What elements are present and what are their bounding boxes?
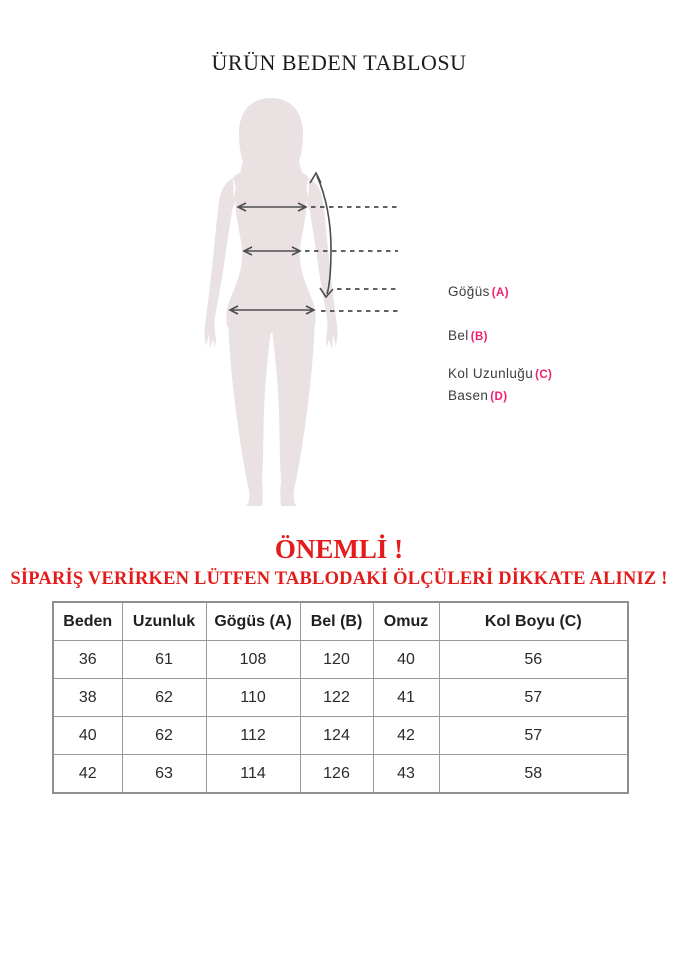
- size-table-row: [53, 717, 628, 755]
- size-table-cell: 62: [122, 679, 206, 717]
- size-table-cell: 110: [206, 679, 300, 717]
- label-arm-length-code: (C): [535, 369, 553, 381]
- notice-heading: ÖNEMLİ !: [274, 534, 404, 564]
- size-table-cell: 42: [53, 755, 122, 794]
- size-table-header-row: [53, 602, 628, 641]
- label-chest: [448, 284, 509, 299]
- size-table-header-cell: Uzunluk: [122, 602, 206, 641]
- size-table-row: [53, 641, 628, 679]
- size-table-header-cell: Gögüs (A): [206, 602, 300, 641]
- size-table-cell: 63: [122, 755, 206, 794]
- size-table-cell: 38: [53, 679, 122, 717]
- size-table-header-cell: Bel (B): [300, 602, 373, 641]
- label-waist-text: Bel: [448, 328, 469, 343]
- size-table-cell: 61: [122, 641, 206, 679]
- label-chest-code: (A): [491, 287, 509, 299]
- size-table-header-cell: Beden: [53, 602, 122, 641]
- size-table-body: [53, 641, 628, 794]
- size-table-cell: 36: [53, 641, 122, 679]
- size-table-cell: 57: [439, 717, 628, 755]
- label-waist-code: (B): [470, 331, 488, 343]
- silhouette-leg-right: [272, 316, 315, 506]
- label-arm-length: [448, 366, 552, 381]
- page-title: ÜRÜN BEDEN TABLOSU: [211, 50, 467, 75]
- notice-message: SİPARİŞ VERİRKEN LÜTFEN TABLODAKİ ÖLÇÜLERİ DİKKATE ALINIZ !: [10, 569, 668, 589]
- silhouette-leg-left: [228, 316, 271, 506]
- measurement-diagram: [40, 85, 553, 510]
- size-table-cell: 126: [300, 755, 373, 794]
- size-table-cell: 43: [373, 755, 439, 794]
- size-table-cell: 56: [439, 641, 628, 679]
- size-table-row: [53, 755, 628, 794]
- size-table-cell: 114: [206, 755, 300, 794]
- size-table-header-cell: Kol Boyu (C): [439, 602, 628, 641]
- size-table-cell: 40: [53, 717, 122, 755]
- size-table-cell: 120: [300, 641, 373, 679]
- label-arm-length-text: Kol Uzunluğu: [448, 366, 534, 381]
- size-table-cell: 40: [373, 641, 439, 679]
- size-table-cell: 57: [439, 679, 628, 717]
- label-hip-code: (D): [490, 391, 508, 403]
- size-table-cell: 62: [122, 717, 206, 755]
- size-table: [52, 601, 629, 794]
- size-table-cell: 112: [206, 717, 300, 755]
- silhouette-torso: [226, 167, 315, 333]
- size-table-cell: 124: [300, 717, 373, 755]
- size-table-row: [53, 679, 628, 717]
- size-table-cell: 41: [373, 679, 439, 717]
- size-table-cell: 58: [439, 755, 628, 794]
- female-silhouette: [204, 98, 338, 506]
- size-table-header-cell: Omuz: [373, 602, 439, 641]
- label-hip-text: Basen: [448, 388, 489, 403]
- label-chest-text: Göğüs: [448, 284, 490, 299]
- size-table-cell: 122: [300, 679, 373, 717]
- size-table-head: [53, 602, 628, 641]
- size-table-cell: 108: [206, 641, 300, 679]
- size-table-cell: 42: [373, 717, 439, 755]
- label-hip: [448, 388, 507, 403]
- label-waist: [448, 328, 488, 343]
